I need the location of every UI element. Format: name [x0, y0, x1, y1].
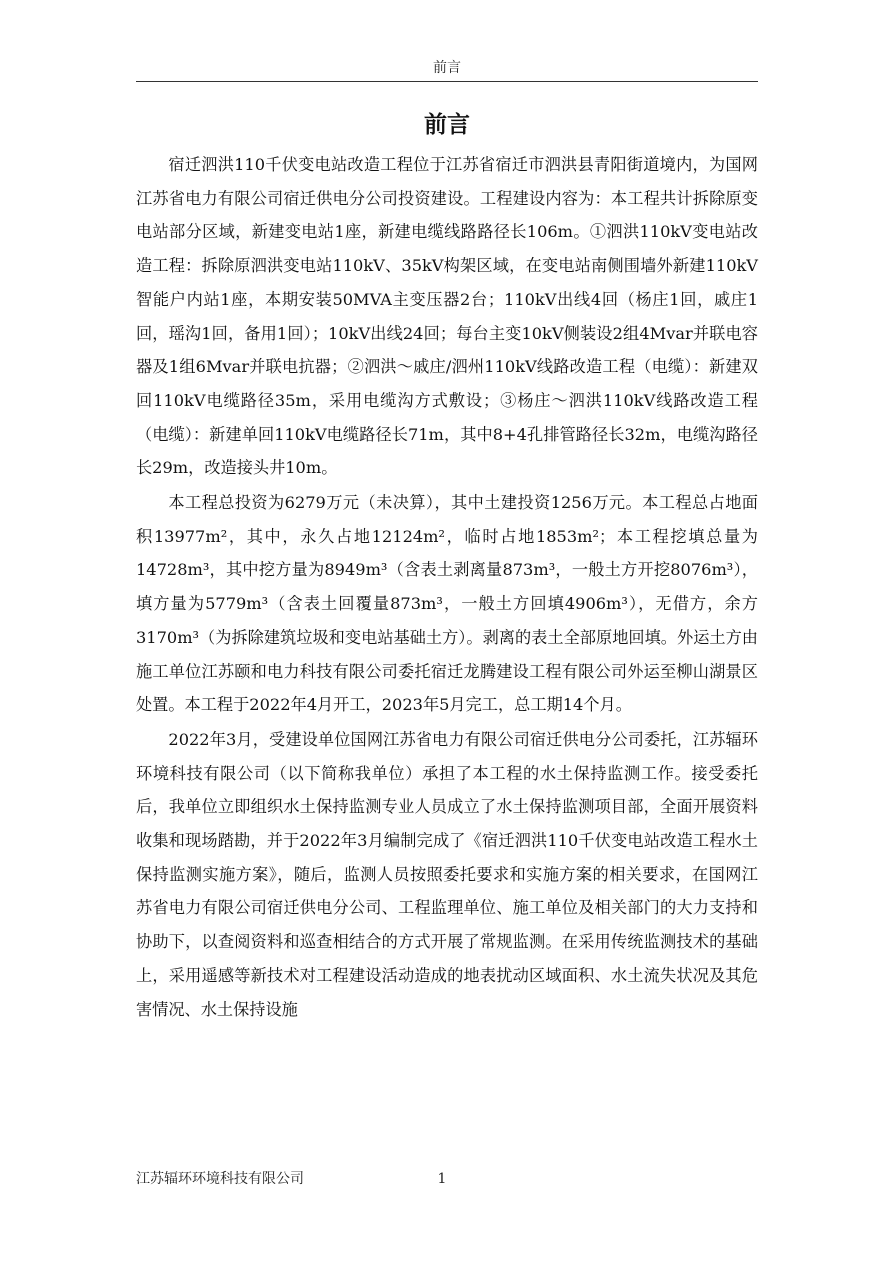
- running-header: 前言: [433, 60, 461, 76]
- paragraph-investment-earthwork: 本工程总投资为6279万元（未决算），其中土建投资1256万元。本工程总占地面积13977m²，其中，永久占地12124m²，临时占地1853m²；本工程挖填总量为14728m³，其中挖方量为8949m³（含表土剥离量873m³，一般土方开挖8076m³），填方量为5779m³（含表土回覆量873m³，一般土方回填4906m³），无借方，余方3170m³（为拆除建筑垃圾和变电站基础土方）。剥离的表土全部原地回填。外运土方由施工单位江苏颐和电力科技有限公司委托宿迁龙腾建设工程有限公司外运至柳山湖景区处置。本工程于2022年4月开工，2023年5月完工，总工期14个月。: [136, 493, 758, 715]
- paragraph-project-overview: 宿迁泗洪110千伏变电站改造工程位于江苏省宿迁市泗洪县青阳街道境内，为国网江苏省电力有限公司宿迁供电分公司投资建设。工程建设内容为：本工程共计拆除原变电站部分区域，新建变电站1座，新建电缆线路路径长106m。①泗洪110kV变电站改造工程：拆除原泗洪变电站110kV、35kV构架区域，在变电站南侧围墙外新建110kV智能户内站1座，本期安装50MVA主变压器2台；110kV出线4回（杨庄1回，戚庄1回，瑶沟1回，备用1回）；10kV出线24回；每台主变10kV侧装设2组4Mvar并联电容器及1组6Mvar并联电抗器；②泗洪～戚庄/泗州110kV线路改造工程（电缆）：新建双回110kV电缆路径35m，采用电缆沟方式敷设；③杨庄～泗洪110kV线路改造工程（电缆）：新建单回110kV电缆路径长71m，其中8+4孔排管路径长32m，电缆沟路径长29m，改造接头井10m。: [136, 155, 758, 478]
- body-text: [136, 148, 758, 1026]
- header-divider: [136, 81, 758, 82]
- page-title: 前言: [424, 112, 470, 138]
- footer-company: 江苏辐环环境科技有限公司: [136, 1171, 304, 1187]
- paragraph-monitoring-work: 2022年3月，受建设单位国网江苏省电力有限公司宿迁供电分公司委托，江苏辐环环境科技有限公司（以下简称我单位）承担了本工程的水土保持监测工作。接受委托后，我单位立即组织水土保持监测专业人员成立了水土保持监测项目部，全面开展资料收集和现场踏勘，并于2022年3月编制完成了《宿迁泗洪110千伏变电站改造工程水土保持监测实施方案》，随后，监测人员按照委托要求和实施方案的相关要求，在国网江苏省电力有限公司宿迁供电分公司、工程监理单位、施工单位及相关部门的大力支持和协助下，以查阅资料和巡查相结合的方式开展了常规监测。在采用传统监测技术的基础上，采用遥感等新技术对工程建设活动造成的地表扰动区域面积、水土流失状况及其危害情况、水土保持设施: [136, 729, 758, 1019]
- page-number: 1: [437, 1171, 447, 1187]
